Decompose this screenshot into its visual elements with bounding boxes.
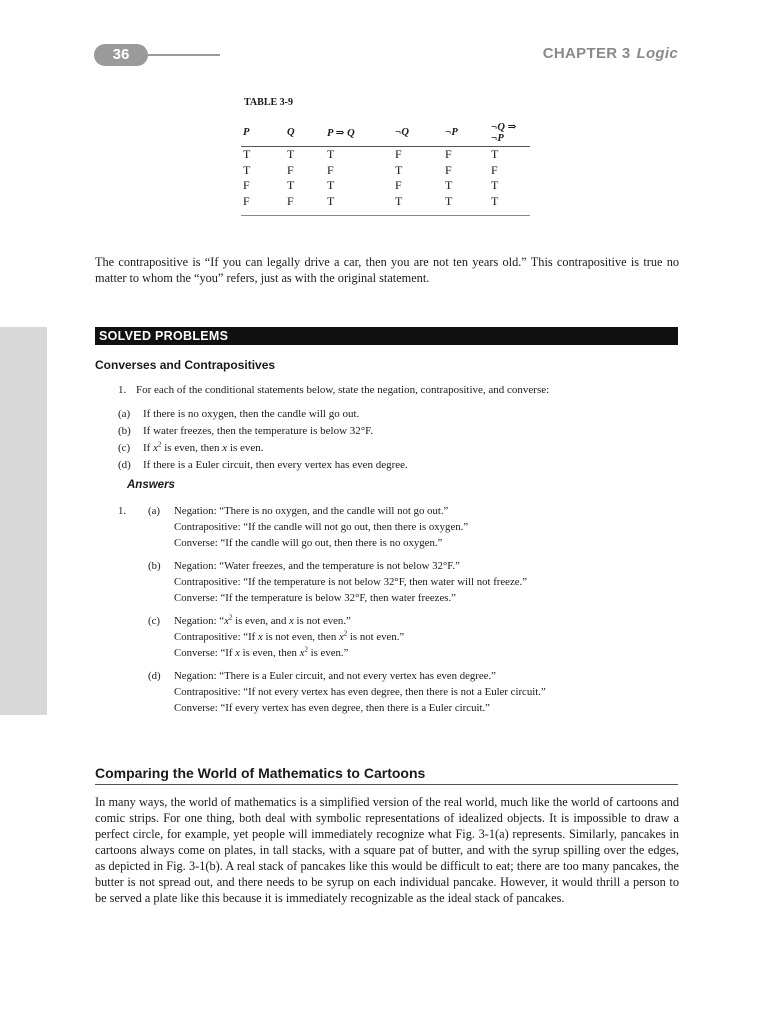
header-not-q-implies-not-p: ¬Q ⇒ ¬P bbox=[489, 120, 530, 147]
header-rule bbox=[148, 54, 220, 56]
header-p-implies-q: P ⇒ Q bbox=[325, 120, 393, 147]
table-cell: T bbox=[287, 178, 295, 192]
truth-table-header-row bbox=[241, 120, 530, 147]
item-text-pre: If bbox=[143, 442, 154, 454]
chapter-label: CHAPTER 3 bbox=[542, 45, 631, 62]
item-label: (d) bbox=[118, 459, 131, 471]
answer-negation: Negation: “There is a Euler circuit, and not every vertex has even degree.” bbox=[174, 670, 496, 682]
answer-contrapositive: Contrapositive: “If the candle will not go out, then there is oxygen.” bbox=[174, 521, 469, 533]
table-cell: T bbox=[491, 147, 499, 161]
answer-negation: Negation: “There is no oxygen, and the candle will not go out.” bbox=[174, 505, 449, 517]
table-cell: F bbox=[285, 194, 325, 216]
table-cell: T bbox=[327, 178, 335, 192]
table-cell: T bbox=[243, 147, 251, 161]
table-cell: T bbox=[395, 162, 403, 177]
answer-converse: Converse: “If the candle will go out, then there is no oxygen.” bbox=[174, 537, 443, 549]
table-row bbox=[241, 178, 530, 194]
problem-items bbox=[118, 406, 408, 474]
table-cell: T bbox=[491, 178, 499, 192]
truth-table bbox=[241, 120, 530, 216]
table-cell: F bbox=[395, 178, 402, 192]
item-label: (b) bbox=[118, 425, 131, 437]
answer-label: (d) bbox=[148, 670, 161, 682]
negation-post: is even, and bbox=[232, 615, 290, 627]
table-cell: F bbox=[327, 162, 334, 177]
list-item bbox=[118, 423, 408, 440]
table-row bbox=[241, 147, 530, 163]
contrapositive-end: is not even.” bbox=[347, 631, 405, 643]
math-var: x bbox=[299, 647, 305, 659]
answer-d bbox=[118, 668, 546, 716]
problem-statement bbox=[118, 384, 549, 396]
answer-a bbox=[118, 503, 468, 551]
list-item bbox=[118, 457, 408, 474]
converse-mid: is even, then bbox=[239, 647, 300, 659]
table-cell: F bbox=[445, 162, 452, 177]
table-cell: F bbox=[241, 194, 285, 216]
math-var: x bbox=[289, 615, 294, 627]
table-cell: T bbox=[287, 147, 295, 161]
table-cell: T bbox=[443, 194, 489, 216]
header-not-p: ¬P bbox=[443, 120, 489, 147]
table-cell: F bbox=[445, 147, 452, 161]
item-label: (a) bbox=[118, 408, 131, 420]
answer-label: (b) bbox=[148, 560, 161, 572]
answer-converse: Converse: “If the temperature is below 32°F, then water freezes.” bbox=[174, 592, 456, 604]
math-var: x bbox=[222, 442, 228, 454]
side-margin-tab bbox=[0, 327, 47, 715]
answers-number: 1. bbox=[118, 505, 127, 517]
table-cell: F bbox=[243, 178, 250, 192]
math-var: x bbox=[338, 631, 344, 643]
math-var: x bbox=[235, 647, 240, 659]
table-cell: F bbox=[395, 147, 402, 161]
table-cell: T bbox=[445, 178, 453, 192]
item-text: If there is a Euler circuit, then every vertex has even degree. bbox=[143, 459, 408, 471]
math-var: x bbox=[257, 631, 263, 643]
item-text: If there is no oxygen, then the candle will go out. bbox=[143, 408, 360, 420]
answer-label: (a) bbox=[148, 505, 160, 517]
section-paragraph: In many ways, the world of mathematics is a simplified version of the real world, much like the world of cartoons and comic strips. For one thing, both deal with symbolic representations of idealized objects. It is impossible to draw a perfect circle, for example, yet people will immediately recognize what Fig. 3-1(a) represents. Similarly, pancakes in cartoons always come on plates, in tall stacks, with a square pat of butter, and with the syrup spilling over the edges, as depicted in Fig. 3-1(b). A real stack of pancakes like this would be difficult to eat; there are too many pancakes, the butter is not spread out, and there needs to be syrup on each individual pancake. However, it would thrill a person to be served a plate like this because it is immediately recognizable as the ideal stack of pancakes. bbox=[95, 795, 679, 905]
contrapositive-pre: Contrapositive: “If bbox=[174, 631, 258, 643]
header-p: P bbox=[241, 120, 285, 147]
item-label: (c) bbox=[118, 442, 131, 454]
negation-end: is not even.” bbox=[293, 615, 351, 627]
table-row bbox=[241, 194, 530, 216]
chapter-header bbox=[543, 45, 678, 62]
converses-subheading: Converses and Contrapositives bbox=[95, 358, 276, 372]
header-not-q: ¬Q bbox=[393, 120, 443, 147]
solved-problems-banner bbox=[95, 327, 678, 345]
answers-heading: Answers bbox=[127, 479, 175, 491]
math-var: x bbox=[153, 442, 158, 454]
contrapositive-mid: is not even, then bbox=[262, 631, 339, 643]
problem-text: For each of the conditional statements below, state the negation, contrapositive, and converse: bbox=[136, 384, 550, 396]
list-item bbox=[118, 406, 408, 423]
item-text-mid: is even, then bbox=[161, 442, 223, 454]
answer-label: (c) bbox=[148, 615, 160, 627]
converse-pre: Converse: “If bbox=[174, 647, 236, 659]
table-row bbox=[241, 163, 530, 179]
chapter-title: Logic bbox=[636, 45, 678, 62]
answer-negation: Negation: “Water freezes, and the temperature is not below 32°F.” bbox=[174, 560, 460, 572]
table-cell: T bbox=[243, 162, 251, 177]
header-q: Q bbox=[285, 120, 325, 147]
math-exponent: 2 bbox=[304, 645, 308, 654]
intro-paragraph: The contrapositive is “If you can legally drive a car, then you are not ten years old.” This contrapositive is true no matter to whom the “you” refers, just as with the original statement. bbox=[95, 255, 679, 285]
negation-pre: Negation: “ bbox=[174, 615, 225, 627]
table-cell: T bbox=[393, 194, 443, 216]
table-cell: F bbox=[287, 162, 294, 177]
section-rule bbox=[95, 784, 678, 785]
answer-converse: Converse: “If every vertex has even degree, then there is a Euler circuit.” bbox=[174, 702, 490, 714]
page-number: 36 bbox=[94, 44, 148, 66]
answer-c bbox=[118, 613, 404, 661]
section-heading: Comparing the World of Mathematics to Cartoons bbox=[95, 765, 426, 781]
table-cell: T bbox=[325, 194, 393, 216]
answer-contrapositive: Contrapositive: “If not every vertex has even degree, then there is not a Euler circuit.” bbox=[174, 686, 546, 698]
math-var: x bbox=[224, 615, 229, 627]
table-cell: F bbox=[491, 162, 498, 177]
converse-end: is even.” bbox=[307, 647, 349, 659]
item-text: If water freezes, then the temperature is below 32°F. bbox=[143, 425, 374, 437]
table-cell: T bbox=[489, 194, 530, 216]
answer-contrapositive: Contrapositive: “If the temperature is not below 32°F, then water will not freeze.” bbox=[174, 576, 528, 588]
math-exponent: 2 bbox=[228, 613, 233, 622]
problem-number: 1. bbox=[118, 384, 127, 396]
math-exponent: 2 bbox=[157, 440, 162, 449]
item-text-post: is even. bbox=[227, 442, 264, 454]
math-exponent: 2 bbox=[343, 629, 348, 638]
table-cell: T bbox=[327, 147, 335, 161]
list-item bbox=[118, 440, 408, 457]
answer-b bbox=[118, 558, 527, 606]
solved-problems-label: SOLVED PROBLEMS bbox=[95, 327, 232, 345]
table-caption: TABLE 3-9 bbox=[244, 97, 293, 108]
